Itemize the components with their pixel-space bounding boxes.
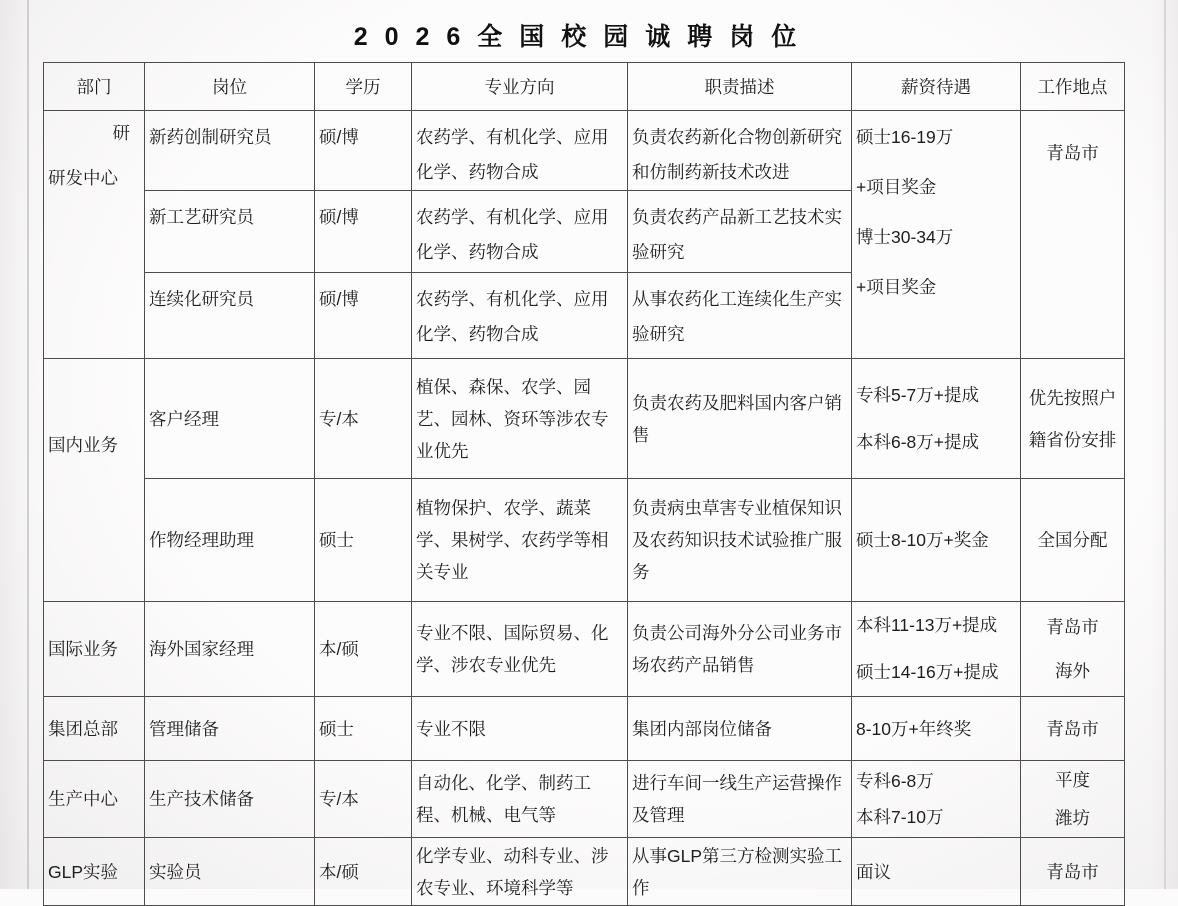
cell-major: 农药学、有机化学、应用化学、药物合成 [412,111,628,191]
cell-major: 农药学、有机化学、应用化学、药物合成 [412,273,628,359]
cell-education: 专/本 [315,359,412,479]
header-department: 部门 [44,63,145,111]
cell-major: 化学专业、动科专业、涉农专业、环境科学等 [412,838,628,906]
cell-position: 生产技术储备 [145,761,315,838]
cell-salary: 硕士8-10万+奖金 [852,479,1021,602]
cell-position: 新工艺研究员 [145,191,315,273]
header-education: 学历 [315,63,412,111]
table-row [44,359,1125,479]
cell-location: 青岛市 [1021,697,1125,761]
table-row [44,697,1125,761]
cell-salary: 8-10万+年终奖 [852,697,1021,761]
cell-salary [852,111,1021,359]
cell-duty: 负责公司海外分公司业务市场农药产品销售 [628,602,852,697]
cell-salary [852,602,1021,697]
cell-education: 硕/博 [315,273,412,359]
department-line: 研发中心 [48,168,118,188]
salary-line: 专科5-7万+提成 [856,384,980,405]
table-row [44,479,1125,602]
cell-salary [852,359,1021,479]
cell-education: 本/硕 [315,602,412,697]
page-title: 2026全国校园诚聘岗位 [353,23,814,51]
location-line: 青岛市 [1046,617,1099,637]
cell-department: GLP实验 [44,838,145,906]
salary-line: 本科7-10万 [856,807,944,827]
cell-education: 硕士 [315,479,412,602]
page-edge-right [1164,0,1166,889]
cell-position: 客户经理 [145,359,315,479]
department-line: 研 [112,123,130,143]
cell-education: 专/本 [315,761,412,838]
table-row [44,761,1125,838]
salary-line: +项目奖金 [856,277,937,297]
salary-line: 本科6-8万+提成 [856,431,980,452]
cell-position: 连续化研究员 [145,273,315,359]
cell-duty: 进行车间一线生产运营操作及管理 [628,761,852,838]
cell-position: 管理储备 [145,697,315,761]
cell-position: 海外国家经理 [145,602,315,697]
table-row [44,111,1125,191]
cell-duty: 从事农药化工连续化生产实验研究 [628,273,852,359]
salary-line: 硕士16-19万 [856,127,954,147]
salary-line: 本科11-13万+提成 [856,615,998,635]
header-position: 岗位 [145,63,315,111]
cell-education: 硕/博 [315,191,412,273]
cell-major: 农药学、有机化学、应用化学、药物合成 [412,191,628,273]
header-row [44,63,1125,111]
location-line: 平度 [1055,770,1090,790]
cell-duty: 从事GLP第三方检测实验工作 [628,838,852,906]
header-salary: 薪资待遇 [852,63,1021,111]
cell-department: 国内业务 [44,359,145,602]
header-duty: 职责描述 [628,63,852,111]
cell-duty: 负责农药新化合物创新研究和仿制药新技术改进 [628,111,852,191]
cell-location: 优先按照户籍省份安排 [1021,359,1125,479]
cell-duty: 负责病虫草害专业植保知识及农药知识技术试验推广服务 [628,479,852,602]
salary-line: 博士30-34万 [856,227,954,247]
cell-major: 自动化、化学、制药工程、机械、电气等 [412,761,628,838]
cell-position: 实验员 [145,838,315,906]
cell-duty: 负责农药产品新工艺技术实验研究 [628,191,852,273]
location-line: 潍坊 [1055,808,1090,828]
cell-department: 生产中心 [44,761,145,838]
recruitment-table [43,62,1125,906]
cell-department [44,111,145,359]
cell-salary: 面议 [852,838,1021,906]
cell-department: 国际业务 [44,602,145,697]
salary-line: 专科6-8万 [856,771,934,791]
cell-location [1021,761,1125,838]
cell-education: 本/硕 [315,838,412,906]
table-row [44,838,1125,906]
cell-position: 作物经理助理 [145,479,315,602]
cell-location [1021,602,1125,697]
cell-duty: 集团内部岗位储备 [628,697,852,761]
cell-position: 新药创制研究员 [145,111,315,191]
cell-location: 青岛市 [1021,838,1125,906]
header-location: 工作地点 [1021,63,1125,111]
salary-line: +项目奖金 [856,177,937,197]
cell-salary [852,761,1021,838]
cell-major: 专业不限、国际贸易、化学、涉农专业优先 [412,602,628,697]
cell-major: 专业不限 [412,697,628,761]
cell-duty: 负责农药及肥料国内客户销售 [628,359,852,479]
salary-line: 硕士14-16万+提成 [856,662,999,682]
cell-education: 硕/博 [315,111,412,191]
table-row [44,602,1125,697]
cell-department: 集团总部 [44,697,145,761]
cell-major: 植物保护、农学、蔬菜学、果树学、农药学等相关专业 [412,479,628,602]
page-edge-left [27,0,29,889]
cell-major: 植保、森保、农学、园艺、园林、资环等涉农专业优先 [412,359,628,479]
location-line: 海外 [1055,661,1090,681]
cell-education: 硕士 [315,697,412,761]
cell-location: 全国分配 [1021,479,1125,602]
cell-location: 青岛市 [1021,111,1125,359]
header-major: 专业方向 [412,63,628,111]
